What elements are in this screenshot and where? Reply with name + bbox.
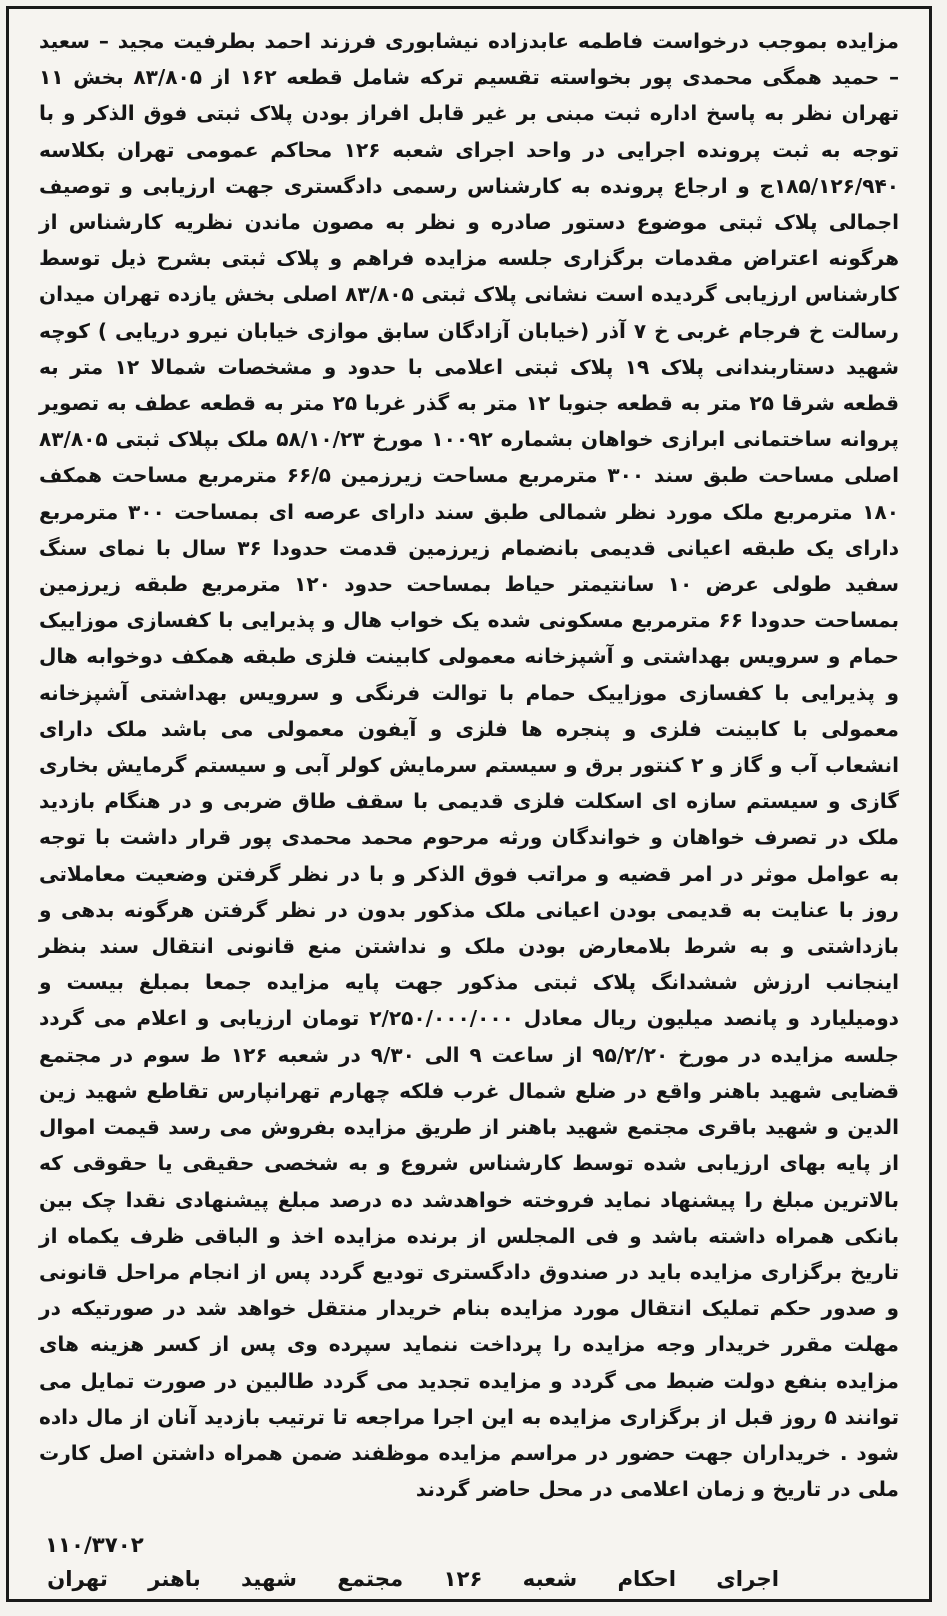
signature-word: باهنر	[148, 1567, 201, 1592]
reference-number: ۱۱۰/۳۷۰۲	[45, 1533, 144, 1558]
signature-word: احکام	[617, 1567, 677, 1592]
auction-notice-text: مزایده بموجب درخواست فاطمه عابدزاده نیشابوری فرزند احمد بطرفیت مجید – سعید – حمید همگی محمدی پور بخواسته تقسیم ترکه شامل قطعه ۱۶۲ از ۸۳/۸۰۵ بخش ۱۱ تهران نظر به پاسخ اداره ثبت مبنی بر غیر قابل افراز بودن پلاک ثبتی فوق الذکر و با توجه به ثبت پرونده اجرایی در واحد اجرای شعبه ۱۲۶ محاکم عمومی تهران بکلاسه ۱۸۵/۱۲۶‌/۹۴۰ج و ارجاع پرونده به کارشناس رسمی دادگستری جهت ارزیابی و توصیف اجمالی پلاک ثبتی موضوع دستور صادره و نظر به مصون ماندن نظریه کارشناس از هرگونه اعتراض مقدمات برگزاری جلسه مزایده فراهم و پلاک ثبتی بشرح ذیل توسط کارشناس ارزیابی گردیده است نشانی پلاک ثبتی ۸۳/۸۰۵ اصلی بخش یازده تهران میدان رسالت خ فرجام غربی خ ۷ آذر (خیابان آزادگان سابق موازی خیابان نیرو دریایی ) کوچه شهید دستاربندانی پلاک ۱۹ پلاک ثبتی اعلامی با حدود و مشخصات شمالا ۱۲ متر به قطعه شرقا ۲۵ متر به قطعه جنوبا ۱۲ متر به گذر غربا ۲۵ متر به قطعه عطف به تصویر پروانه ساختمانی ابرازی خواهان بشماره ۱۰۰۹۲ مورخ ۵۸/۱۰/۲۳ ملک بپلاک ثبتی ۸۳/۸۰۵ اصلی مساحت طبق سند ۳۰۰ مترمربع مساحت زیرزمین ۶۶/۵ مترمربع مساحت همکف ۱۸۰ مترمربع ملک مورد نظر شمالی طبق سند دارای عرصه ای بمساحت ۳۰۰ مترمربع دارای یک طبقه اعیانی قدیمی بانضمام زیرزمین قدمت حدودا ۳۶ سال با نمای سنگ سفید طولی عرض ۱۰ سانتیمتر حیاط بمساحت حدود ۱۲۰ مترمربع طبقه زیرزمین بمساحت حدودا ۶۶ مترمربع مسکونی شده یک خواب هال و پذیرایی با کفسازی موزاییک حمام و سرویس بهداشتی و آشپزخانه معمولی کابینت فلزی طبقه همکف دوخوابه هال و پذیرایی با کفسازی موزاییک حمام با توالت فرنگی و سرویس بهداشتی آشپزخانه معمولی با کابینت فلزی و پنجره ها فلزی و آیفون معمولی می باشد ملک دارای انشعاب آب و گاز و ۲ کنتور برق و سیستم سرمایش کولر آبی و سیستم گرمایش بخاری گازی و سیستم سازه ای اسکلت فلزی قدیمی با سقف طاق ضربی و در هنگام بازدید ملک در تصرف خواهان و خواندگان ورثه مرحوم محمد محمدی پور قرار داشت با توجه به عوامل موثر در امر قضیه و مراتب فوق الذکر و با در نظر گرفتن وضعیت معاملاتی روز با عنایت به قدیمی بودن اعیانی ملک مذکور بدون در نظر گرفتن هرگونه بدهی و بازداشتی و به شرط بلامعارض بودن ملک و نداشتن منع قانونی انتقال سند بنظر اینجانب ارزش ششدانگ پلاک ثبتی مذکور جهت پایه مزایده جمعا بمبلغ بیست و دومیلیارد و پانصد میلیون ریال معادل ۲/۲۵۰/۰۰۰/۰۰۰ تومان ارزیابی و اعلام می گردد جلسه مزایده در مورخ ۹۵/۲/۲۰ از ساعت ۹ الی ۹/۳۰ در شعبه ۱۲۶ ط سوم در مجتمع قضایی شهید باهنر واقع در ضلع شمال غرب فلکه چهارم تهرانپارس تقاطع شهید زین الدین و شهید باقری مجتمع شهید باهنر از طریق مزایده بفروش می رسد قیمت اموال از پایه بهای ارزیابی شده توسط کارشناس شروع و به شخصی حقیقی یا حقوقی که بالاترین مبلغ را پیشنهاد نماید فروخته خواهدشد ده درصد مبلغ پیشنهادی نقدا چک بین بانکی همراه داشته باشد و فی المجلس از برنده مزایده اخذ و الباقی ظرف یکماه از تاریخ برگزاری مزایده باید در صندوق دادگستری تودیع گردد پس از انجام مراحل قانونی و صدور حکم تملیک انتقال مورد مزایده بنام خریدار منتقل خواهد شد در صورتیکه در مهلت مقرر خریدار وجه مزایده را پرداخت ننماید سپرده وی پس از کسر هزینه های مزایده بنفع دولت ضبط می گردد و مزایده تجدید می گردد طالبین در صورت تمایل می توانند ۵ روز قبل از برگزاری مزایده به این اجرا مراجعه تا ترتیب بازدید آنان از مال داده شود . خریداران جهت حضور در مراسم مزایده موظفند ضمن همراه داشتن اصل کارت ملی در تاریخ و زمان اعلامی در محل حاضر گردند	[39, 29, 900, 1502]
signature-word: مجتمع	[337, 1567, 404, 1592]
signature-word: شعبه	[522, 1567, 578, 1592]
signature-word: اجرای	[716, 1567, 779, 1592]
notice-frame	[6, 6, 932, 1602]
signature-word: ۱۲۶	[443, 1567, 483, 1592]
issuer-signature	[39, 1567, 899, 1592]
signature-word: تهران	[47, 1567, 108, 1592]
signature-word: شهید	[240, 1567, 297, 1592]
notice-footer	[39, 1531, 899, 1603]
